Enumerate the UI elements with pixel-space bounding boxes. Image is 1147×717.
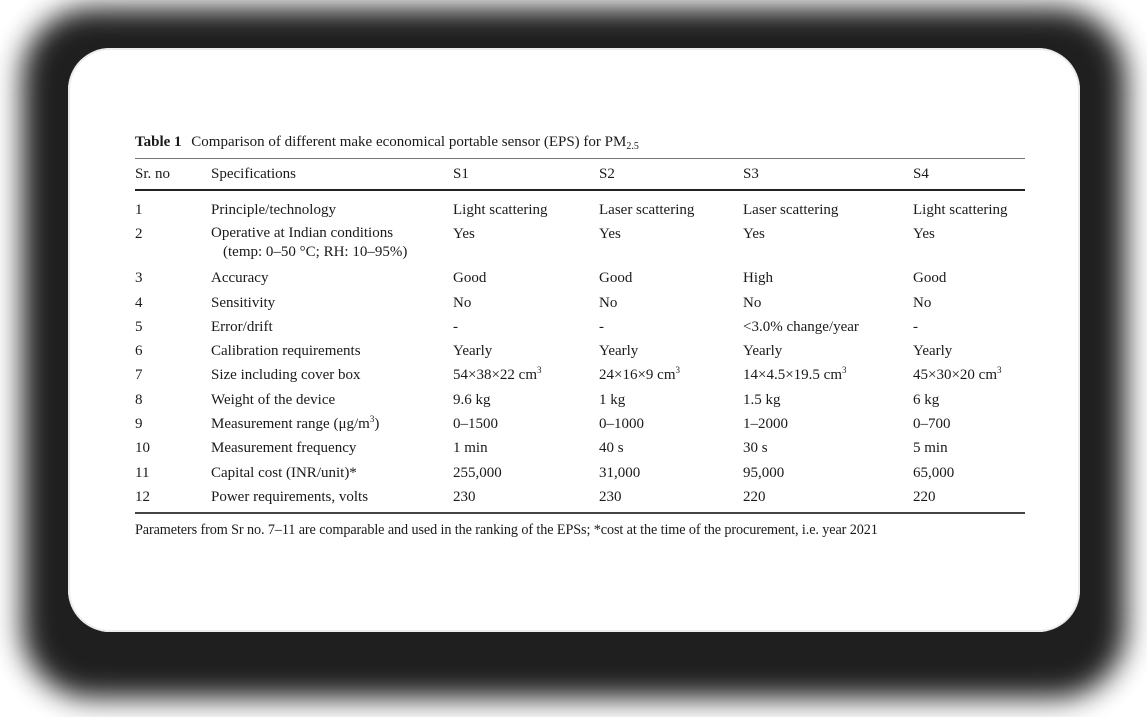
cell-sr: 7 <box>135 367 143 384</box>
cell-s1 <box>453 363 599 387</box>
cell-s1: 1 min <box>453 440 488 457</box>
cell-spec: Calibration requirements <box>211 343 361 360</box>
cell-spec <box>211 222 453 266</box>
size-value: 54×38×22 cm <box>453 367 537 384</box>
cell-s2: 0–1000 <box>599 416 644 433</box>
cell-s1: - <box>453 318 458 335</box>
cell-sr: 12 <box>135 488 150 505</box>
cell-s3: Laser scattering <box>743 202 839 218</box>
table-caption <box>135 132 1025 158</box>
cell-s4: - <box>913 318 918 335</box>
size-value: 45×30×20 cm <box>913 367 997 384</box>
cell-s2 <box>599 363 743 387</box>
table-row <box>135 222 1025 266</box>
spec-tail: ) <box>374 416 380 433</box>
col-header-s4: S4 <box>913 166 929 182</box>
unit-superscript: 3 <box>675 365 680 376</box>
cell-s1: Light scattering <box>453 202 548 218</box>
col-header-sr-no: Sr. no <box>135 166 171 182</box>
cell-s1: Good <box>453 270 487 287</box>
cell-sr: 4 <box>135 294 143 311</box>
table-row <box>135 315 1025 339</box>
cell-s3: <3.0% change/year <box>743 318 859 335</box>
cell-spec: Error/drift <box>211 318 273 335</box>
table-row <box>135 436 1025 460</box>
cell-spec: Accuracy <box>211 270 269 287</box>
cell-s3: 30 s <box>743 440 768 457</box>
unit-superscript: 3 <box>997 365 1002 376</box>
spec-main: Operative at Indian conditions <box>211 225 394 242</box>
cell-s3: 1–2000 <box>743 416 788 433</box>
cell-s4: Yearly <box>913 343 953 360</box>
cell-s3: Yes <box>743 226 765 243</box>
col-header-specifications: Specifications <box>211 166 296 182</box>
cell-sr: 9 <box>135 416 143 433</box>
table-row <box>135 339 1025 363</box>
cell-s2: Good <box>599 270 633 287</box>
cell-s4: Yes <box>913 226 935 243</box>
cell-s3: 95,000 <box>743 464 785 481</box>
table-body <box>135 191 1025 512</box>
cell-sr: 2 <box>135 226 143 243</box>
cell-s4: 5 min <box>913 440 948 457</box>
cell-sr: 10 <box>135 440 150 457</box>
cell-spec <box>211 412 453 436</box>
cell-s1: Yearly <box>453 343 493 360</box>
cell-s4: 65,000 <box>913 464 955 481</box>
size-value: 14×4.5×19.5 cm <box>743 367 842 384</box>
cell-s2: Laser scattering <box>599 202 695 218</box>
table-row <box>135 388 1025 412</box>
cell-sr: 6 <box>135 343 143 360</box>
cell-spec: Weight of the device <box>211 391 336 408</box>
table-row <box>135 266 1025 290</box>
cell-sr: 1 <box>135 202 143 218</box>
table-header-row <box>135 159 1025 189</box>
caption-text: Comparison of different make economical portable sensor (EPS) for PM <box>191 134 627 150</box>
cell-sr: 3 <box>135 270 143 287</box>
table-row <box>135 412 1025 436</box>
table-1 <box>135 132 1025 541</box>
cell-s3 <box>743 363 913 387</box>
cell-s2: Yearly <box>599 343 639 360</box>
cell-s2: No <box>599 294 618 311</box>
table-row <box>135 485 1025 509</box>
table-row <box>135 291 1025 315</box>
cell-s4: Light scattering <box>913 202 1008 218</box>
cell-sr: 11 <box>135 464 150 481</box>
table-row <box>135 461 1025 485</box>
unit-superscript: 3 <box>537 365 542 376</box>
cell-sr: 8 <box>135 391 143 408</box>
cell-spec: Principle/technology <box>211 202 336 218</box>
size-value: 24×16×9 cm <box>599 367 676 384</box>
cell-s1: 0–1500 <box>453 416 498 433</box>
cell-s2: - <box>599 318 604 335</box>
col-header-s1: S1 <box>453 166 469 182</box>
spec-sub: (temp: 0–50 °C; RH: 10–95%) <box>223 244 408 261</box>
cell-s2: 40 s <box>599 440 624 457</box>
document-card <box>68 48 1080 632</box>
cell-s4: 0–700 <box>913 416 951 433</box>
cell-s2: 230 <box>599 488 622 505</box>
cell-spec: Power requirements, volts <box>211 488 369 505</box>
cell-sr: 5 <box>135 318 143 335</box>
cell-s3: High <box>743 270 773 287</box>
cell-s2: 31,000 <box>599 464 641 481</box>
caption-subscript: 2.5 <box>626 141 639 152</box>
cell-s4 <box>913 363 1025 387</box>
cell-s3: 1.5 kg <box>743 391 781 408</box>
col-header-s3: S3 <box>743 166 759 182</box>
unit-superscript: 3 <box>369 414 375 425</box>
cell-s3: Yearly <box>743 343 783 360</box>
cell-s1: No <box>453 294 472 311</box>
cell-s4: Good <box>913 270 947 287</box>
cell-s4: 220 <box>913 488 936 505</box>
cell-s1: Yes <box>453 226 475 243</box>
unit-superscript: 3 <box>842 365 847 376</box>
cell-s2: Yes <box>599 226 621 243</box>
cell-s1: 9.6 kg <box>453 391 491 408</box>
cell-s3: No <box>743 294 762 311</box>
cell-s4: No <box>913 294 932 311</box>
table-row <box>135 198 1025 222</box>
cell-spec: Size including cover box <box>211 367 361 384</box>
table-label: Table 1 <box>135 134 182 150</box>
cell-s1: 230 <box>453 488 476 505</box>
cell-spec: Capital cost (INR/unit)* <box>211 464 357 481</box>
cell-s4: 6 kg <box>913 391 940 408</box>
cell-spec: Sensitivity <box>211 294 276 311</box>
cell-s3: 220 <box>743 488 766 505</box>
spec-main: Measurement range (μg/m <box>211 416 370 433</box>
table-row <box>135 363 1025 387</box>
cell-spec: Measurement frequency <box>211 440 357 457</box>
col-header-s2: S2 <box>599 166 615 182</box>
table-footnote: Parameters from Sr no. 7–11 are comparable and used in the ranking of the EPSs; *cost at the time of the procurement, i.e. year 2021 <box>135 522 878 539</box>
cell-s2: 1 kg <box>599 391 626 408</box>
cell-s1: 255,000 <box>453 464 502 481</box>
